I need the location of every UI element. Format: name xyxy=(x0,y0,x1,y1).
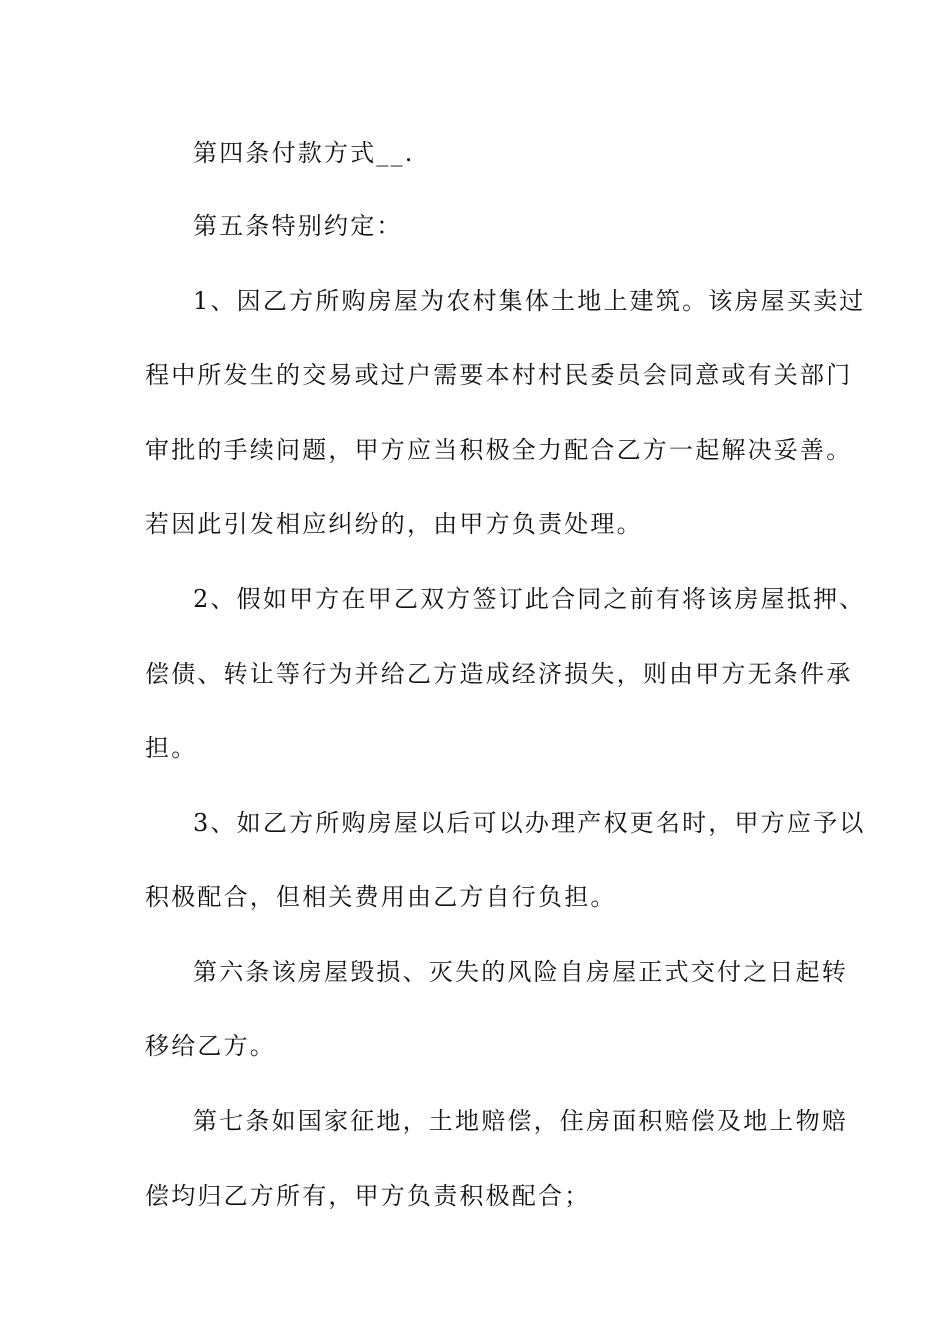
clause-6-line-2: 移给乙方。 xyxy=(145,1032,276,1060)
clause-7-line-1: 第七条如国家征地，土地赔偿，住房面积赔偿及地上物赔 xyxy=(193,1107,848,1135)
clause-5-item-3-line-2: 积极配合，但相关费用由乙方自行负担。 xyxy=(145,883,617,911)
clause-4-payment-method: 第四条付款方式__. xyxy=(193,139,415,167)
clause-6-line-1: 第六条该房屋毁损、灭失的风险自房屋正式交付之日起转 xyxy=(193,958,848,986)
clause-5-item-2-line-1: 2、假如甲方在甲乙双方签订此合同之前有将该房屋抵押、 xyxy=(193,585,866,613)
clause-5-item-1-line-1: 1、因乙方所购房屋为农村集体土地上建筑。该房屋买卖过 xyxy=(193,287,866,315)
clause-5-heading: 第五条特别约定： xyxy=(193,212,403,240)
clause-5-item-1-line-4: 若因此引发相应纠纷的，由甲方负责处理。 xyxy=(145,510,643,538)
clause-5-item-1-line-3: 审批的手续问题，甲方应当积极全力配合乙方一起解决妥善。 xyxy=(145,436,853,464)
clause-5-item-2-line-2: 偿债、转让等行为并给乙方造成经济损失，则由甲方无条件承 xyxy=(145,660,853,688)
clause-5-item-3-line-1: 3、如乙方所购房屋以后可以办理产权更名时，甲方应予以 xyxy=(193,809,866,837)
clause-5-item-2-line-3: 担。 xyxy=(145,734,198,762)
clause-7-line-2: 偿均归乙方所有，甲方负责积极配合； xyxy=(145,1182,591,1210)
clause-5-item-1-line-2: 程中所发生的交易或过户需要本村村民委员会同意或有关部门 xyxy=(145,361,853,389)
